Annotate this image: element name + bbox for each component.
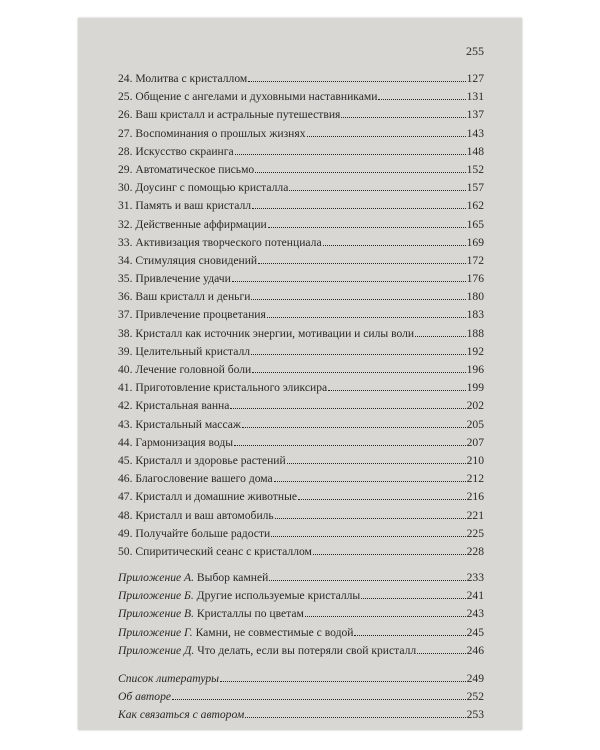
toc-entry-title: Как связаться с автором: [118, 708, 245, 722]
toc-entry-title: Об авторе: [118, 690, 172, 704]
chapter-entry[interactable]: [118, 434, 484, 452]
toc-entry-page: 157: [466, 181, 484, 195]
appendix-title: Что делать, если вы потеряли свой кристалл: [194, 643, 417, 657]
toc-entry-page: 176: [466, 272, 484, 286]
toc-entry-title: 47. Кристалл и домашние животные: [118, 490, 298, 504]
toc-entry-title: 33. Активизация творческого потенциала: [118, 235, 322, 249]
toc-entry-title: Список литературы: [118, 672, 219, 685]
appendix-entry[interactable]: [118, 569, 484, 587]
appendix-entry[interactable]: [118, 642, 484, 660]
toc-entry-title: 32. Действенные аффирмации: [118, 217, 267, 231]
dot-leader: [341, 117, 465, 118]
toc-entry-title: [118, 642, 416, 660]
toc-entry-title: 38. Кристалл как источник энергии, мотивации и силы воли: [118, 326, 415, 340]
chapter-entry[interactable]: [118, 179, 484, 197]
dot-leader: [251, 354, 466, 355]
toc-entry-title: 25. Общение с ангелами и духовными наставниками: [118, 90, 378, 104]
toc-entry-page: 249: [466, 672, 484, 685]
dot-leader: [274, 481, 466, 482]
appendix-label: Приложение Д.: [118, 643, 195, 657]
dot-leader: [269, 580, 465, 581]
chapter-entry[interactable]: [118, 416, 484, 434]
chapter-entry[interactable]: [118, 470, 484, 488]
dot-leader: [245, 717, 465, 718]
toc-entry-page: 252: [466, 690, 484, 704]
table-of-contents: [118, 70, 484, 725]
dot-leader: [234, 445, 466, 446]
dot-leader: [252, 208, 466, 209]
toc-entry-title: 29. Автоматическое письмо: [118, 162, 255, 176]
toc-entry-page: 199: [466, 381, 484, 395]
toc-entry-page: 246: [466, 643, 484, 657]
chapter-entry[interactable]: [118, 343, 484, 361]
toc-entry-title: 27. Воспоминания о прошлых жизнях: [118, 126, 306, 140]
toc-entry-page: 233: [466, 571, 484, 585]
toc-entry-page: 207: [466, 435, 484, 449]
chapter-list: [118, 70, 484, 561]
chapter-entry[interactable]: [118, 361, 484, 379]
toc-entry-page: 127: [466, 72, 484, 85]
toc-entry-title: 28. Искусство скраинга: [118, 144, 234, 158]
toc-entry-page: 253: [466, 708, 484, 722]
toc-entry-title: 43. Кристальный массаж: [118, 417, 241, 431]
toc-entry-page: 216: [466, 490, 484, 504]
toc-entry-title: 37. Привлечение процветания: [118, 308, 266, 322]
dot-leader: [305, 616, 466, 617]
toc-entry-title: 30. Доусинг с помощью кристалла: [118, 181, 289, 195]
dot-leader: [230, 408, 465, 409]
chapter-entry[interactable]: [118, 325, 484, 343]
chapter-entry[interactable]: [118, 216, 484, 234]
toc-entry-page: 188: [466, 326, 484, 340]
toc-entry-page: 152: [466, 162, 484, 176]
toc-entry-page: 221: [466, 508, 484, 522]
appendix-title: Камни, не совместимые с водой: [192, 625, 354, 639]
toc-entry-page: 243: [466, 607, 484, 621]
dot-leader: [275, 518, 466, 519]
dot-leader: [258, 263, 466, 264]
back-matter-entry[interactable]: [118, 670, 484, 688]
toc-entry-title: 31. Память и ваш кристалл: [118, 199, 252, 213]
chapter-entry[interactable]: [118, 161, 484, 179]
toc-entry-page: 131: [466, 90, 484, 104]
dot-leader: [298, 499, 466, 500]
chapter-entry[interactable]: [118, 106, 484, 124]
chapter-entry[interactable]: [118, 488, 484, 506]
chapter-entry[interactable]: [118, 306, 484, 324]
chapter-entry[interactable]: [118, 197, 484, 215]
toc-entry-title: [118, 624, 353, 642]
toc-entry-title: 46. Благословение вашего дома: [118, 472, 273, 486]
toc-entry-title: 40. Лечение головной боли: [118, 363, 252, 376]
toc-entry-page: 172: [466, 253, 484, 267]
toc-entry-page: 202: [466, 399, 484, 413]
toc-entry-title: 26. Ваш кристалл и астральные путешествия: [118, 108, 341, 122]
dot-leader: [232, 281, 466, 282]
chapter-entry[interactable]: [118, 143, 484, 161]
toc-entry-title: 49. Получайте больше радости: [118, 526, 271, 540]
toc-entry-page: 143: [466, 126, 484, 140]
dot-leader: [323, 245, 466, 246]
toc-entry-page: 196: [466, 363, 484, 376]
chapter-entry[interactable]: [118, 252, 484, 270]
dot-leader: [361, 598, 465, 599]
dot-leader: [313, 554, 466, 555]
chapter-entry[interactable]: [118, 70, 484, 88]
toc-entry-title: 24. Молитва с кристаллом: [118, 72, 248, 85]
appendix-label: Приложение В.: [118, 607, 195, 621]
dot-leader: [267, 317, 466, 318]
appendix-entry[interactable]: [118, 605, 484, 623]
toc-entry-title: 39. Целительный кристалл: [118, 344, 251, 358]
chapter-entry[interactable]: [118, 452, 484, 470]
toc-entry-title: 34. Стимуляция сновидений: [118, 253, 258, 267]
toc-entry-title: 45. Кристалл и здоровье растений: [118, 453, 286, 467]
toc-entry-title: 41. Приготовление кристального эликсира: [118, 381, 328, 395]
toc-entry-page: 169: [466, 235, 484, 249]
chapter-entry[interactable]: [118, 125, 484, 143]
appendix-label: Приложение А.: [118, 571, 195, 585]
toc-entry-page: 241: [466, 589, 484, 603]
toc-entry-page: 228: [466, 544, 484, 558]
appendix-list: [118, 569, 484, 660]
toc-entry-page: 192: [466, 344, 484, 358]
back-matter-entry[interactable]: [118, 688, 484, 706]
dot-leader: [354, 635, 465, 636]
toc-entry-page: 148: [466, 144, 484, 158]
dot-leader: [248, 81, 465, 82]
page-number: 255: [466, 44, 484, 58]
chapter-entry[interactable]: [118, 379, 484, 397]
toc-entry-page: 137: [466, 108, 484, 122]
chapter-entry[interactable]: [118, 234, 484, 252]
chapter-entry[interactable]: [118, 288, 484, 306]
dot-leader: [220, 681, 466, 682]
toc-entry-title: 48. Кристалл и ваш автомобиль: [118, 508, 274, 522]
appendix-title: Выбор камней: [194, 571, 269, 585]
appendix-label: Приложение Б.: [118, 589, 194, 603]
toc-entry-title: [118, 605, 304, 623]
dot-leader: [378, 99, 465, 100]
toc-entry-title: [118, 587, 360, 605]
appendix-label: Приложение Г.: [118, 625, 193, 639]
appendix-entry[interactable]: [118, 624, 484, 642]
chapter-entry[interactable]: [118, 525, 484, 543]
toc-entry-page: 162: [466, 199, 484, 213]
toc-entry-title: 50. Спиритический сеанс с кристаллом: [118, 544, 312, 558]
book-page: [78, 18, 522, 730]
dot-leader: [172, 699, 466, 700]
toc-entry-title: 36. Ваш кристалл и деньги: [118, 290, 251, 304]
toc-entry-title: 42. Кристальная ванна: [118, 399, 230, 413]
toc-entry-page: 225: [466, 526, 484, 540]
dot-leader: [287, 463, 466, 464]
chapter-entry[interactable]: [118, 270, 484, 288]
dot-leader: [307, 136, 466, 137]
dot-leader: [328, 390, 465, 391]
toc-entry-page: 165: [466, 217, 484, 231]
back-matter-entry[interactable]: [118, 706, 484, 724]
toc-entry-page: 245: [466, 625, 484, 639]
toc-entry-page: 210: [466, 453, 484, 467]
dot-leader: [415, 336, 465, 337]
dot-leader: [271, 536, 465, 537]
dot-leader: [235, 154, 466, 155]
dot-leader: [252, 372, 465, 373]
appendix-title: Кристаллы по цветам: [194, 607, 304, 621]
appendix-entry[interactable]: [118, 587, 484, 605]
dot-leader: [289, 190, 465, 191]
chapter-entry[interactable]: [118, 88, 484, 106]
dot-leader: [255, 172, 465, 173]
chapter-entry[interactable]: [118, 507, 484, 525]
dot-leader: [251, 299, 465, 300]
chapter-entry[interactable]: [118, 543, 484, 561]
dot-leader: [268, 227, 466, 228]
back-matter-list: [118, 670, 484, 725]
dot-leader: [417, 653, 465, 654]
chapter-entry[interactable]: [118, 397, 484, 415]
toc-entry-page: 205: [466, 417, 484, 431]
dot-leader: [242, 427, 466, 428]
toc-entry-page: 180: [466, 290, 484, 304]
appendix-title: Другие используемые кристаллы: [193, 589, 361, 603]
toc-entry-title: 44. Гармонизация воды: [118, 435, 234, 449]
toc-entry-page: 212: [466, 472, 484, 486]
toc-entry-title: [118, 569, 268, 587]
toc-entry-title: 35. Привлечение удачи: [118, 272, 231, 286]
toc-entry-page: 183: [466, 308, 484, 322]
